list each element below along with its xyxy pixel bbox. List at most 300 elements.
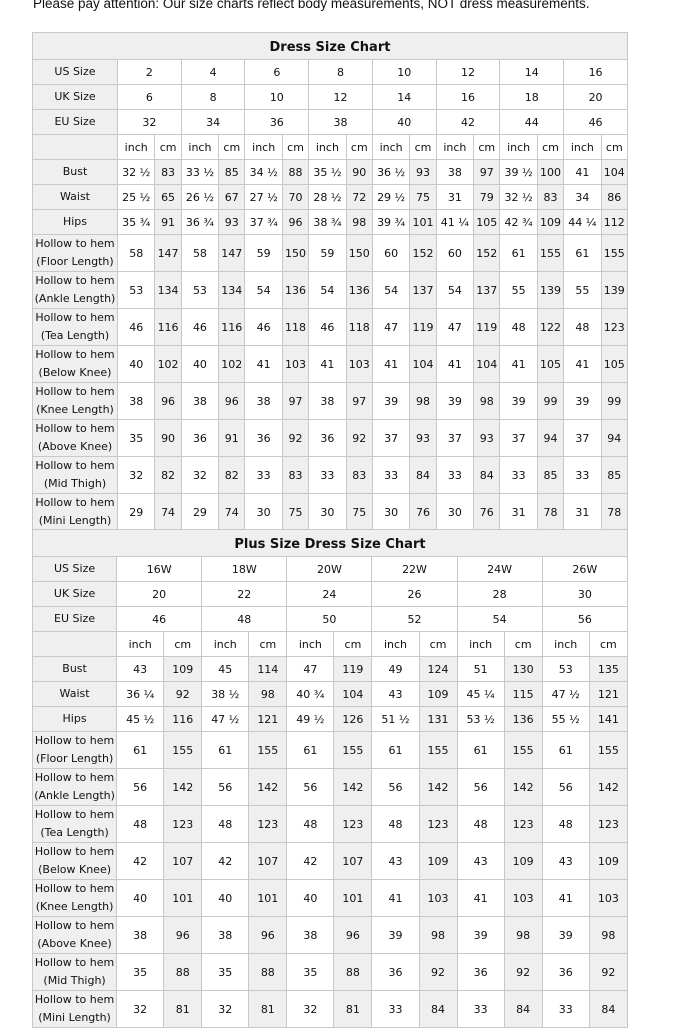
inch-value: 36 ½ [372,160,409,185]
cm-value: 131 [419,707,457,732]
cm-value: 91 [219,420,245,457]
cm-value: 88 [334,954,372,991]
unit-inch: inch [181,135,218,160]
cm-value: 88 [282,160,308,185]
cm-value: 93 [410,420,436,457]
cm-value: 96 [155,383,181,420]
cm-value: 84 [474,457,500,494]
unit-cm: cm [155,135,181,160]
inch-value: 33 [245,457,282,494]
cm-value: 83 [537,185,563,210]
cm-value: 134 [219,272,245,309]
unit-cm: cm [219,135,245,160]
inch-value: 48 [372,806,419,843]
cm-value: 96 [282,210,308,235]
unit-cm: cm [601,135,627,160]
unit-cm: cm [164,632,202,657]
us-size-cell: 26W [542,557,627,582]
cm-value: 142 [164,769,202,806]
inch-value: 56 [542,769,589,806]
inch-value: 40 ¾ [287,682,334,707]
cm-value: 94 [537,420,563,457]
cm-value: 101 [164,880,202,917]
inch-value: 32 [287,991,334,1028]
unit-inch: inch [202,632,249,657]
chart-title-row [33,530,628,557]
cm-value: 137 [474,272,500,309]
cm-value: 93 [410,160,436,185]
inch-value: 33 [436,457,473,494]
cm-value: 134 [155,272,181,309]
measure-label: Hollow to hem (Tea Length) [33,806,117,843]
measure-row [33,346,628,383]
uk-size-cell: 22 [202,582,287,607]
inch-value: 41 ¼ [436,210,473,235]
inch-value: 55 ½ [542,707,589,732]
measure-row [33,954,628,991]
inch-value: 61 [564,235,601,272]
measure-row [33,160,628,185]
cm-value: 85 [219,160,245,185]
cm-value: 81 [334,991,372,1028]
inch-value: 56 [287,769,334,806]
inch-value: 40 [117,346,154,383]
inch-value: 39 [372,917,419,954]
cm-value: 119 [474,309,500,346]
inch-value: 48 [117,806,164,843]
size-notice: Please pay attention: Our size charts reflect body measurements, NOT dress measurements. [33,0,590,11]
cm-value: 123 [164,806,202,843]
cm-value: 123 [589,806,627,843]
inch-value: 54 [372,272,409,309]
eu-size-cell: 42 [436,110,500,135]
inch-value: 41 [564,346,601,383]
eu-size-cell: 52 [372,607,457,632]
cm-value: 83 [155,160,181,185]
dress-size-chart [32,32,628,531]
inch-value: 60 [436,235,473,272]
cm-value: 123 [334,806,372,843]
cm-value: 97 [346,383,372,420]
cm-value: 102 [155,346,181,383]
inch-value: 54 [309,272,346,309]
cm-value: 97 [474,160,500,185]
inch-value: 36 [181,420,218,457]
inch-value: 53 ½ [457,707,504,732]
cm-value: 103 [282,346,308,383]
inch-value: 58 [181,235,218,272]
unit-inch: inch [309,135,346,160]
inch-value: 29 ½ [372,185,409,210]
cm-value: 103 [419,880,457,917]
inch-value: 61 [117,732,164,769]
cm-value: 142 [504,769,542,806]
cm-value: 109 [504,843,542,880]
inch-value: 36 [457,954,504,991]
cm-value: 103 [504,880,542,917]
cm-value: 107 [164,843,202,880]
inch-value: 39 [542,917,589,954]
us-size-cell: 12 [436,60,500,85]
cm-value: 90 [346,160,372,185]
inch-value: 56 [202,769,249,806]
cm-value: 155 [249,732,287,769]
cm-value: 92 [164,682,202,707]
inch-value: 32 [117,991,164,1028]
inch-value: 30 [436,494,473,531]
unit-inch: inch [117,632,164,657]
cm-value: 136 [282,272,308,309]
cm-value: 83 [282,457,308,494]
inch-value: 43 [117,657,164,682]
us-size-cell: 24W [457,557,542,582]
measure-row [33,991,628,1028]
inch-value: 37 [372,420,409,457]
measure-row [33,917,628,954]
cm-value: 109 [419,843,457,880]
eu-size-cell: 48 [202,607,287,632]
inch-value: 61 [202,732,249,769]
cm-value: 142 [334,769,372,806]
inch-value: 41 [457,880,504,917]
eu-size-cell: 34 [181,110,245,135]
cm-value: 75 [410,185,436,210]
us-size-cell: 22W [372,557,457,582]
inch-value: 33 [309,457,346,494]
cm-value: 123 [601,309,627,346]
cm-value: 86 [601,185,627,210]
cm-value: 155 [589,732,627,769]
inch-value: 48 [500,309,537,346]
cm-value: 78 [537,494,563,531]
inch-value: 37 [436,420,473,457]
unit-cm: cm [282,135,308,160]
cm-value: 142 [249,769,287,806]
cm-value: 119 [410,309,436,346]
cm-value: 93 [474,420,500,457]
measure-label: Bust [33,160,118,185]
measure-label: Hollow to hem (Above Knee) [33,917,117,954]
unit-inch: inch [436,135,473,160]
unit-inch: inch [564,135,601,160]
measure-label: Hollow to hem (Mini Length) [33,494,118,531]
inch-value: 39 [564,383,601,420]
measure-row [33,843,628,880]
inch-value: 45 [202,657,249,682]
measure-label: Hollow to hem (Mini Length) [33,991,117,1028]
cm-value: 104 [334,682,372,707]
cm-value: 112 [601,210,627,235]
cm-value: 123 [249,806,287,843]
cm-value: 150 [346,235,372,272]
cm-value: 103 [589,880,627,917]
measure-row [33,707,628,732]
cm-value: 67 [219,185,245,210]
inch-value: 56 [117,769,164,806]
inch-value: 54 [436,272,473,309]
uk-size-label: UK Size [33,582,117,607]
cm-value: 137 [410,272,436,309]
inch-value: 48 [542,806,589,843]
cm-value: 82 [219,457,245,494]
inch-value: 41 [372,346,409,383]
inch-value: 56 [457,769,504,806]
us-size-cell: 16 [564,60,628,85]
inch-value: 43 [372,843,419,880]
inch-value: 47 [287,657,334,682]
unit-cm: cm [249,632,287,657]
cm-value: 98 [410,383,436,420]
inch-value: 33 [500,457,537,494]
us-size-row [33,60,628,85]
inch-value: 47 [372,309,409,346]
inch-value: 38 [287,917,334,954]
us-size-cell: 14 [500,60,564,85]
inch-value: 30 [309,494,346,531]
uk-size-cell: 20 [117,582,202,607]
cm-value: 96 [249,917,287,954]
uk-size-cell: 26 [372,582,457,607]
us-size-label: US Size [33,557,117,582]
inch-value: 59 [309,235,346,272]
inch-value: 36 [542,954,589,991]
measure-row [33,732,628,769]
cm-value: 98 [504,917,542,954]
cm-value: 101 [410,210,436,235]
inch-value: 37 [564,420,601,457]
cm-value: 115 [504,682,542,707]
cm-value: 139 [601,272,627,309]
us-size-cell: 10 [372,60,436,85]
inch-value: 46 [309,309,346,346]
cm-value: 121 [249,707,287,732]
inch-value: 38 [202,917,249,954]
inch-value: 55 [564,272,601,309]
inch-value: 42 ¾ [500,210,537,235]
inch-value: 45 ½ [117,707,164,732]
cm-value: 107 [334,843,372,880]
inch-value: 32 ½ [500,185,537,210]
inch-value: 28 ½ [309,185,346,210]
unit-cm: cm [537,135,563,160]
eu-size-cell: 54 [457,607,542,632]
uk-size-cell: 30 [542,582,627,607]
us-size-cell: 2 [117,60,181,85]
measure-row [33,494,628,531]
inch-value: 41 [564,160,601,185]
inch-value: 47 ½ [542,682,589,707]
inch-value: 41 [309,346,346,383]
cm-value: 130 [504,657,542,682]
inch-value: 43 [372,682,419,707]
cm-value: 116 [219,309,245,346]
cm-value: 101 [249,880,287,917]
unit-cm: cm [334,632,372,657]
cm-value: 98 [589,917,627,954]
inch-value: 61 [287,732,334,769]
cm-value: 96 [219,383,245,420]
inch-value: 55 [500,272,537,309]
uk-size-row [33,582,628,607]
inch-value: 34 [564,185,601,210]
cm-value: 74 [219,494,245,531]
cm-value: 135 [589,657,627,682]
cm-value: 92 [282,420,308,457]
cm-value: 98 [474,383,500,420]
inch-value: 38 [245,383,282,420]
chart-title: Dress Size Chart [33,33,628,60]
inch-value: 40 [181,346,218,383]
cm-value: 118 [346,309,372,346]
inch-value: 45 ¼ [457,682,504,707]
inch-value: 36 [309,420,346,457]
unit-inch: inch [500,135,537,160]
us-size-row [33,557,628,582]
inch-value: 48 [564,309,601,346]
cm-value: 155 [334,732,372,769]
cm-value: 150 [282,235,308,272]
plus-size-chart [32,529,628,1028]
inch-value: 38 [181,383,218,420]
cm-value: 84 [589,991,627,1028]
inch-value: 27 ½ [245,185,282,210]
inch-value: 33 [542,991,589,1028]
inch-value: 30 [245,494,282,531]
inch-value: 38 ½ [202,682,249,707]
inch-value: 61 [372,732,419,769]
cm-value: 126 [334,707,372,732]
cm-value: 98 [249,682,287,707]
cm-value: 104 [601,160,627,185]
unit-inch: inch [542,632,589,657]
uk-size-cell: 10 [245,85,309,110]
eu-size-cell: 46 [564,110,628,135]
uk-size-row [33,85,628,110]
eu-size-row [33,607,628,632]
cm-value: 105 [474,210,500,235]
inch-value: 33 ½ [181,160,218,185]
measure-label: Hips [33,707,117,732]
cm-value: 79 [474,185,500,210]
cm-value: 124 [419,657,457,682]
cm-value: 123 [419,806,457,843]
inch-value: 46 [117,309,154,346]
cm-value: 85 [601,457,627,494]
cm-value: 84 [419,991,457,1028]
cm-value: 83 [346,457,372,494]
unit-cm: cm [410,135,436,160]
inch-value: 33 [457,991,504,1028]
inch-value: 61 [500,235,537,272]
inch-value: 37 [500,420,537,457]
measure-label: Hollow to hem (Mid Thigh) [33,457,118,494]
measure-row [33,880,628,917]
inch-value: 42 [117,843,164,880]
inch-value: 41 [372,880,419,917]
inch-value: 36 ¼ [117,682,164,707]
cm-value: 152 [410,235,436,272]
cm-value: 114 [249,657,287,682]
cm-value: 76 [410,494,436,531]
cm-value: 104 [474,346,500,383]
eu-size-cell: 32 [117,110,181,135]
inch-value: 31 [436,185,473,210]
inch-value: 31 [564,494,601,531]
measure-row [33,769,628,806]
inch-value: 42 [287,843,334,880]
measure-label: Hollow to hem (Floor Length) [33,732,117,769]
cm-value: 78 [601,494,627,531]
cm-value: 98 [419,917,457,954]
uk-size-cell: 16 [436,85,500,110]
cm-value: 103 [346,346,372,383]
cm-value: 97 [282,383,308,420]
unit-row-label [33,632,117,657]
inch-value: 36 ¾ [181,210,218,235]
measure-label: Hollow to hem (Ankle Length) [33,769,117,806]
measure-label: Waist [33,682,117,707]
cm-value: 102 [219,346,245,383]
inch-value: 40 [287,880,334,917]
cm-value: 65 [155,185,181,210]
inch-value: 31 [500,494,537,531]
cm-value: 98 [346,210,372,235]
inch-value: 42 [202,843,249,880]
measure-row [33,682,628,707]
cm-value: 123 [504,806,542,843]
eu-size-cell: 50 [287,607,372,632]
inch-value: 48 [202,806,249,843]
chart-title: Plus Size Dress Size Chart [33,530,628,557]
eu-size-cell: 36 [245,110,309,135]
uk-size-cell: 24 [287,582,372,607]
measure-row [33,309,628,346]
inch-value: 39 [457,917,504,954]
eu-size-label: EU Size [33,110,118,135]
cm-value: 109 [419,682,457,707]
inch-value: 43 [542,843,589,880]
cm-value: 94 [601,420,627,457]
measure-row [33,210,628,235]
inch-value: 35 [202,954,249,991]
eu-size-cell: 40 [372,110,436,135]
inch-value: 54 [245,272,282,309]
cm-value: 155 [601,235,627,272]
us-size-cell: 6 [245,60,309,85]
inch-value: 38 ¾ [309,210,346,235]
eu-size-cell: 46 [117,607,202,632]
cm-value: 147 [155,235,181,272]
unit-cm: cm [474,135,500,160]
inch-value: 38 [436,160,473,185]
unit-row [33,632,628,657]
cm-value: 91 [155,210,181,235]
inch-value: 47 ½ [202,707,249,732]
inch-value: 38 [309,383,346,420]
uk-size-cell: 14 [372,85,436,110]
inch-value: 35 ¾ [117,210,154,235]
cm-value: 155 [537,235,563,272]
inch-value: 60 [372,235,409,272]
inch-value: 26 ½ [181,185,218,210]
cm-value: 155 [164,732,202,769]
inch-value: 32 [181,457,218,494]
inch-value: 38 [117,917,164,954]
cm-value: 84 [410,457,436,494]
inch-value: 41 [542,880,589,917]
cm-value: 75 [282,494,308,531]
inch-value: 61 [457,732,504,769]
